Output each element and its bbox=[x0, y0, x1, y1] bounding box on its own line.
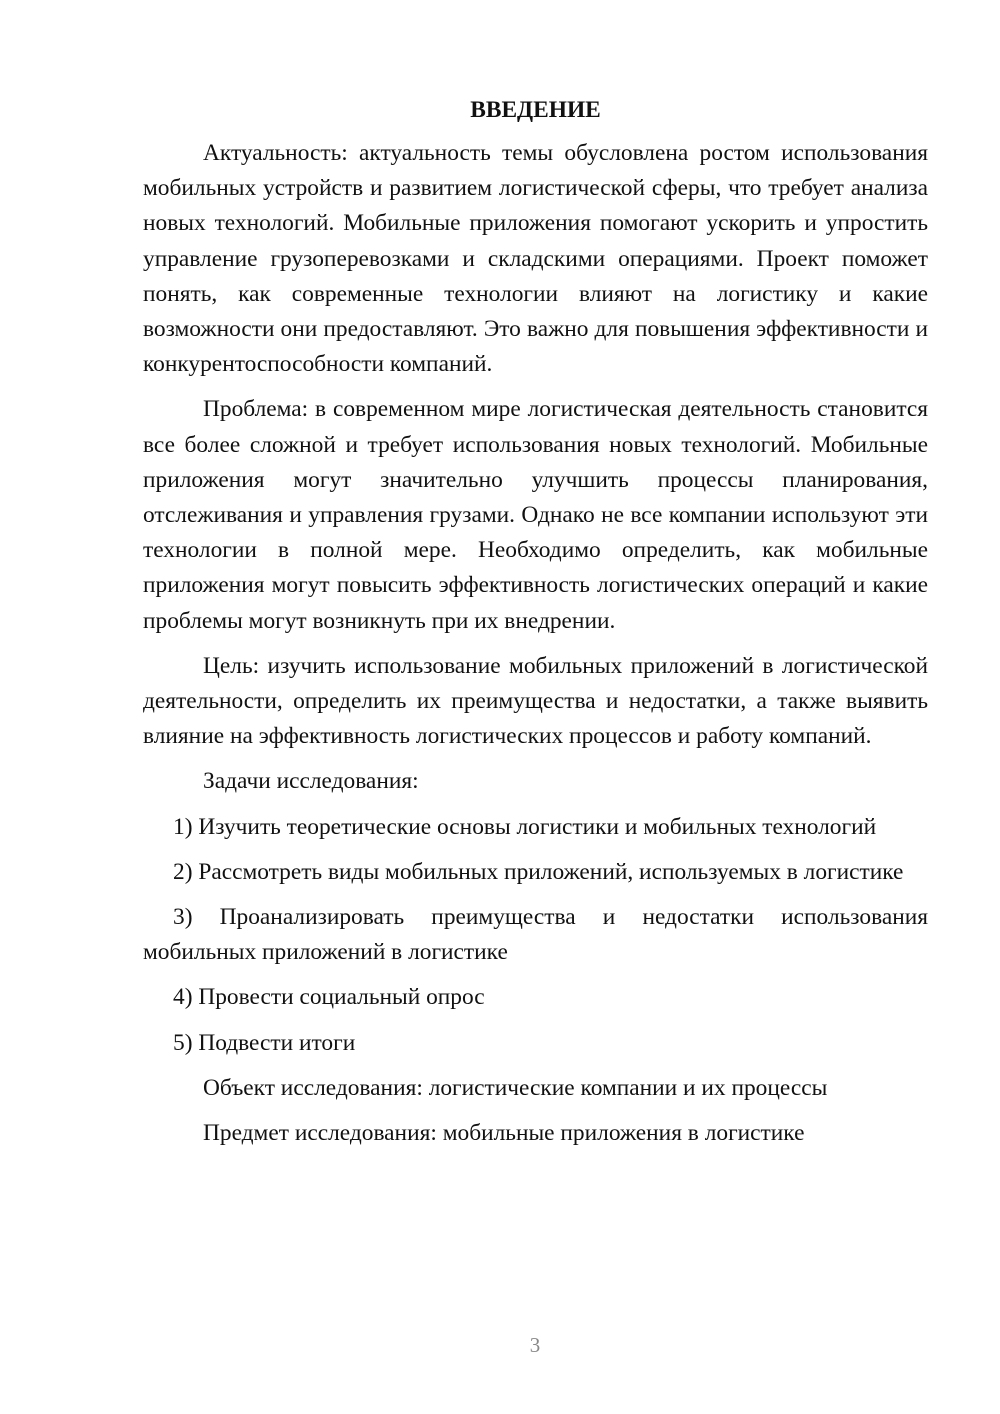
research-subject: Предмет исследования: мобильные приложения в логистике bbox=[203, 1120, 805, 1147]
problem-paragraph: Проблема: в современном мире логистическая деятельность становится все более сложной и требует использования новых технологий. Мобильные приложения могут значительно улучшить процессы планирования, отслеживания и управления грузами. Однако не все компании используют эти технологии в полной мере. Необходимо определить, как мобильные приложения могут повысить эффективность логистических операций и какие проблемы могут возникнуть при их внедрении. bbox=[143, 396, 928, 634]
task-item: 1) Изучить теоретические основы логистики и мобильных технологий bbox=[173, 813, 877, 840]
task-item: 4) Провести социальный опрос bbox=[173, 984, 485, 1011]
page-title: ВВЕДЕНИЕ bbox=[470, 97, 601, 123]
task-item: 2) Рассмотреть виды мобильных приложений, используемых в логистике bbox=[173, 858, 904, 885]
task-item: 5) Подвести итоги bbox=[173, 1029, 356, 1056]
tasks-heading: Задачи исследования: bbox=[203, 768, 419, 795]
research-object: Объект исследования: логистические компании и их процессы bbox=[203, 1074, 828, 1101]
relevance-paragraph: Актуальность: актуальность темы обусловлена ростом использования мобильных устройств и развитием логистической сферы, что требует анализа новых технологий. Мобильные приложения помогают ускорить и упростить управление грузоперевозками и складскими операциями. Проект поможет понять, как современные технологии влияют на логистику и какие возможности они предоставляют. Это важно для повышения эффективности и конкурентоспособности компаний. bbox=[143, 140, 928, 378]
page-number: 3 bbox=[529, 1333, 541, 1357]
task-item: 3) Проанализировать преимущества и недостатки использования мобильных приложений в логистике bbox=[143, 904, 928, 966]
document-page bbox=[143, 95, 928, 1161]
goal-paragraph: Цель: изучить использование мобильных приложений в логистической деятельности, определить их преимущества и недостатки, а также выявить влияние на эффективность логистических процессов и работу компаний. bbox=[143, 652, 928, 750]
